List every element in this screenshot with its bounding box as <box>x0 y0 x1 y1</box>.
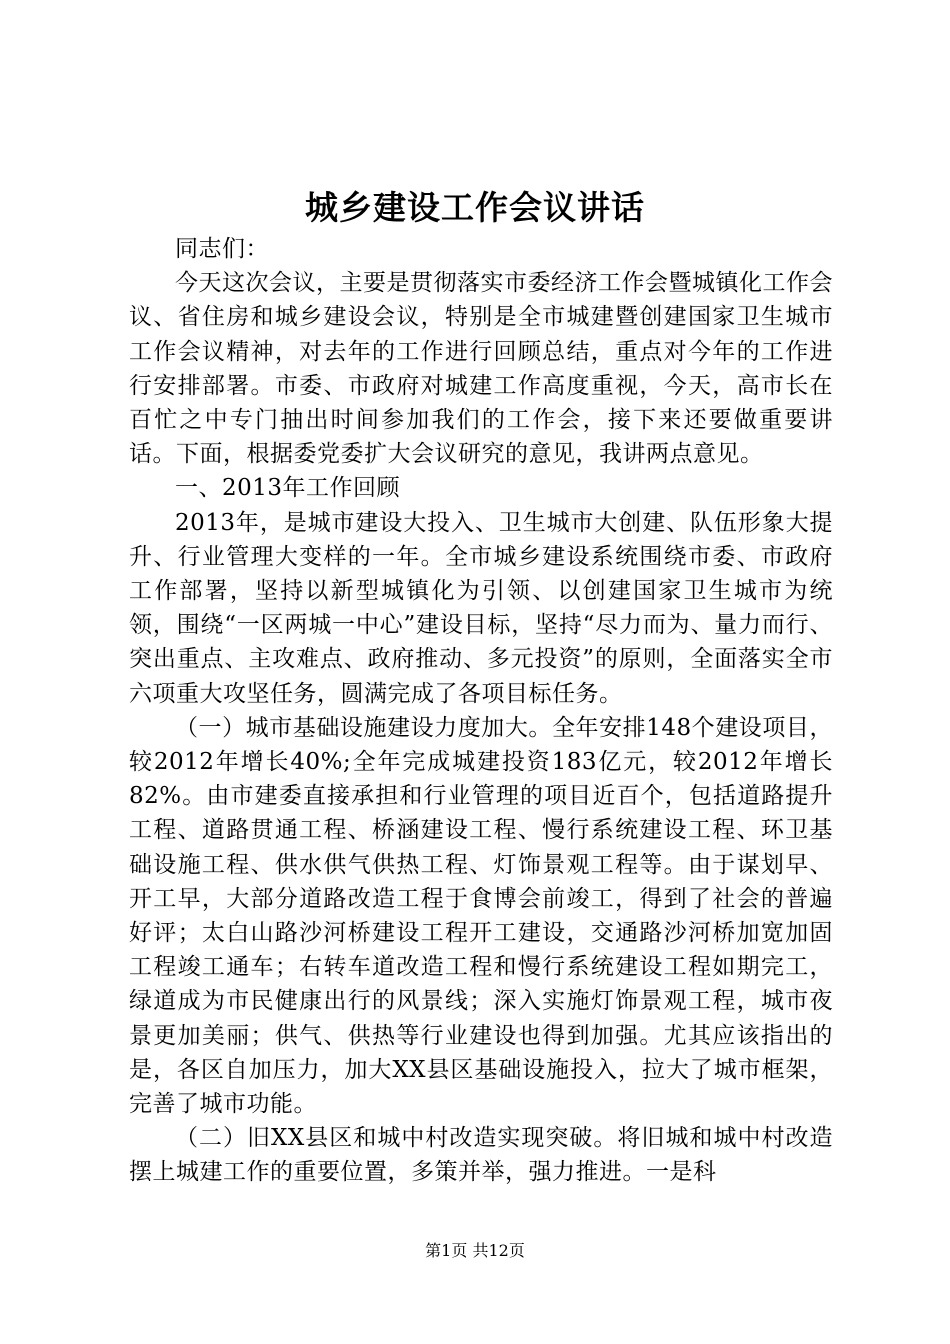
document-title: 城乡建设工作会议讲话 <box>305 188 645 227</box>
paragraph-intro: 今天这次会议，主要是贯彻落实市委经济工作会暨城镇化工作会议、省住房和城乡建设会议，特别是全市城建暨创建国家卫生城市工作会议精神，对去年的工作进行回顾总结，重点对今年的工作进行安排部署。市委、市政府对城建工作高度重视，今天，高市长在百忙之中专门抽出时间参加我们的工作会，接下来还要做重要讲话。下面，根据委党委扩大会议研究的意见，我讲两点意见。 <box>129 270 833 468</box>
paragraph-infrastructure: （一）城市基础设施建设力度加大。全年安排148个建设项目，较2012年增长40%;全年完成城建投资183亿元，较2012年增长82%。由市建委直接承担和行业管理的项目近百个，包括道路提升工程、道路贯通工程、桥涵建设工程、慢行系统建设工程、环卫基础设施工程、供水供气供热工程、灯饰景观工程等。由于谋划早、开工早，大部分道路改造工程于食博会前竣工，得到了社会的普遍好评；太白山路沙河桥建设工程开工建设，交通路沙河桥加宽加固工程竣工通车；右转车道改造工程和慢行系统建设工程如期完工，绿道成为市民健康出行的风景线；深入实施灯饰景观工程，城市夜景更加美丽；供气、供热等行业建设也得到加强。尤其应该指出的是，各区自加压力，加大XX县区基础设施投入，拉大了城市框架，完善了城市功能。 <box>129 714 833 1118</box>
page-footer <box>0 1240 950 1262</box>
paragraph-renovation: （二）旧XX县区和城中村改造实现突破。将旧城和城中村改造摆上城建工作的重要位置，多策并举，强力推进。一是科 <box>129 1125 833 1186</box>
page-total: 共12页 <box>472 1241 525 1260</box>
section-heading: 一、2013年工作回顾 <box>175 475 401 502</box>
document-body <box>129 232 833 1190</box>
salutation: 同志们： <box>175 236 269 262</box>
paragraph-overview: 2013年，是城市建设大投入、卫生城市大创建、队伍形象大提升、行业管理大变样的一年。全市城乡建设系统围绕市委、市政府工作部署，坚持以新型城镇化为引领、以创建国家卫生城市为统领，围绕“一区两城一中心”建设目标，坚持“尽力而为、量力而行、突出重点、主攻难点、政府推动、多元投资”的原则，全面落实全市六项重大攻坚任务，圆满完成了各项目标任务。 <box>129 509 833 707</box>
page-number: 第1页 <box>425 1241 468 1260</box>
